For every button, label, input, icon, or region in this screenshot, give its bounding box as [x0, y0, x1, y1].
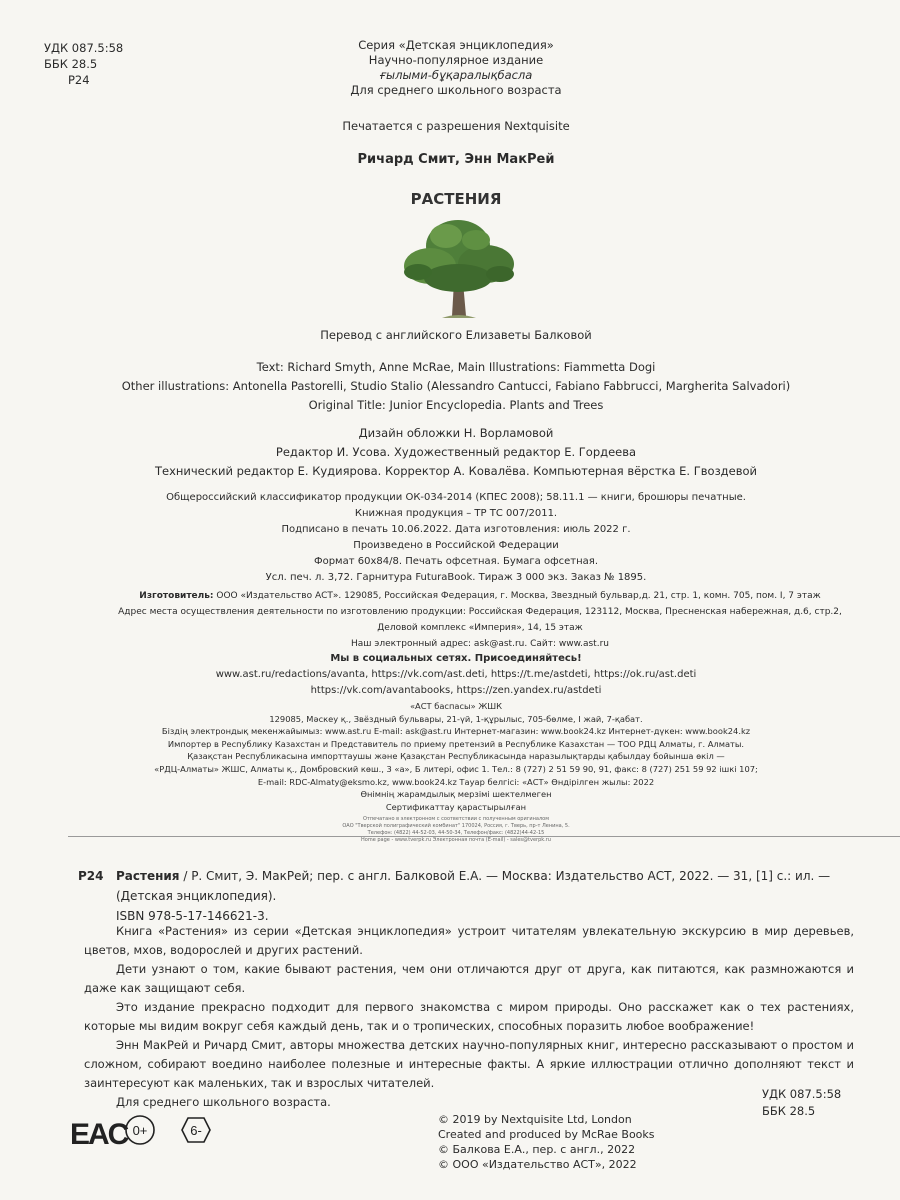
copyright-line: © Балкова Е.А., пер. с англ., 2022: [438, 1143, 636, 1156]
tiny-line: Телефон: (4822) 44-52-03, 44-50-34, Телефон/факс: (4822)44-42-15: [367, 830, 545, 836]
credit-line: Технический редактор Е. Кудиярова. Корректор А. Ковалёва. Компьютерная вёрстка Е. Гвоздевой: [154, 464, 757, 478]
annotation: [84, 922, 854, 1112]
bibliographic-record: [78, 866, 858, 926]
annotation-paragraph: Это издание прекрасно подходит для первого знакомства с миром природы. Оно расскажет как о тех растениях, которые мы видим вокруг себя каждый день, так и о тропических, способных поразить любое воображение!: [84, 1000, 854, 1033]
kz-line: Біздің электрондық мекенжайымыз: www.ast.ru E-mail: ask@ast.ru Интернет-магазин: www.book24.kz Интернет-дүкен: www.book24.kz: [161, 726, 751, 737]
maker-production-address: Адрес места осуществления деятельности по изготовлению продукции: Российская Федерация, 123112, Москва, Пресненская набережная, д.6, стр.2,: [118, 607, 842, 617]
tiny-line: ОАО "Тверской полиграфический комбинат" 170024, Россия, г. Тверь, пр-т Ленина, 5.: [342, 823, 570, 829]
kz-line: «РДЦ-Алматы» ЖШС, Алматы қ., Домбровский көш., 3 «а», Б литері, офис 1. Тел.: 8 (727) 2 51 59 90, 91, факс: 8 (727) 251 59 92 ішкі 107;: [154, 763, 758, 774]
print-line: Формат 60х84/8. Печать офсетная. Бумага офсетная.: [313, 556, 598, 567]
kz-line: Сертификаттау қарастырылған: [385, 801, 527, 812]
divider-line: [68, 836, 900, 837]
kz-line: Өнімнің жарамдылық мерзімі шектелмеген: [360, 789, 552, 800]
annotation-paragraph: Для среднего школьного возраста.: [116, 1095, 331, 1109]
credit-line: Дизайн обложки Н. Ворламовой: [358, 426, 554, 440]
bottom-classification: [762, 1086, 841, 1120]
genre-line: Научно-популярное издание: [368, 53, 544, 67]
social-block: [6, 651, 900, 699]
maker-complex: Деловой комплекс «Империя», 14, 15 этаж: [377, 623, 583, 633]
certification-marks: [70, 1110, 270, 1158]
russian-credits: [6, 424, 900, 481]
permission-line: Печатается с разрешения Nextquisite: [342, 119, 570, 133]
english-credits: [6, 358, 900, 415]
credit-line: Other illustrations: Antonella Pastorelli, Studio Stalio (Alessandro Cantucci, Fabiano Fabbrucci, Margherita Salvadori): [121, 379, 791, 393]
credit-line: Original Title: Junior Encyclopedia. Plants and Trees: [308, 398, 604, 412]
annotation-paragraph: Энн МакРей и Ричард Смит, авторы множества детских научно-популярных книг, интересно рассказывают о простом и сложном, собирают воедино наиболее полезные и интересные факты. А яркие иллюстрации отлично дополняют текст и заинтересуют как маленьких, так и взрослых читателей.: [84, 1038, 854, 1090]
classifier-line: Книжная продукция – ТР ТС 007/2011.: [354, 508, 558, 519]
kz-line: E-mail: RDC-Almaty@eksmo.kz, www.book24.kz Тауар белгісі: «АСТ» Өндірілген жылы: 2022: [257, 776, 655, 787]
biblio-title: Растения: [116, 869, 180, 883]
author-mark: Р24: [68, 73, 90, 87]
tree-illustration-icon: [396, 212, 520, 320]
eac-mark-icon: [70, 1110, 270, 1154]
genre-kz-line: ғылыми-бұқаралықбасла: [379, 68, 533, 82]
tiny-line: Отпечатано в электронном с соответствии с полученным оригиналом: [363, 816, 549, 822]
classifier-line: Общероссийский классификатор продукции ОК-034-2014 (КПЕС 2008); 58.11.1 — книги, брошюры печатные.: [166, 492, 746, 503]
credit-line: Text: Richard Smyth, Anne McRae, Main Illustrations: Fiammetta Dogi: [256, 360, 656, 374]
social-links[interactable]: https://vk.com/avantabooks, https://zen.yandex.ru/astdeti: [310, 685, 602, 696]
book-title: РАСТЕНИЯ: [410, 190, 502, 208]
series-header: [6, 38, 900, 98]
tiny-line: Home page - www.tverpk.ru Электронная почта (E-mail) - sales@tverpk.ru: [361, 837, 551, 843]
print-line: Подписано в печать 10.06.2022. Дата изготовления: июль 2022 г.: [281, 524, 631, 535]
biblio-series: (Детская энциклопедия).: [116, 889, 277, 903]
kz-line: «АСТ баспасы» ЖШК: [409, 701, 503, 711]
copyright-line: © 2019 by Nextquisite Ltd, London: [438, 1113, 632, 1126]
bbk-code: ББК 28.5: [762, 1104, 816, 1118]
udk-code: УДК 087.5:58: [762, 1087, 842, 1101]
age-rating-text: 0+: [132, 1123, 148, 1138]
udk-code: УДК 087.5:58: [44, 41, 124, 55]
eac-text: EAC: [70, 1118, 128, 1151]
social-links[interactable]: www.ast.ru/redactions/avanta, https://vk.com/ast.deti, https://t.me/astdeti, https://ok.ru/ast.deti: [215, 669, 697, 680]
copyright-line: Created and produced by McRae Books: [438, 1128, 655, 1141]
kz-line: Импортер в Республику Казахстан и Представитель по приему претензий в Республике Казахстан — ТОО РДЦ Алматы, г. Алматы.: [167, 738, 745, 749]
annotation-paragraph: Дети узнают о том, какие бывают растения, чем они отличаются друг от друга, как питаются, как размножаются и даже как защищают себя.: [84, 962, 854, 995]
authors: Ричард Смит, Энн МакРей: [357, 152, 555, 167]
classifier-block: [6, 490, 900, 522]
maker-contacts: Наш электронный адрес: ask@ast.ru. Сайт: www.ast.ru: [351, 639, 609, 649]
maker-block: [60, 588, 900, 652]
kz-line: 129085, Мәскеу қ., Звёздный бульвары, 21-үй, 1-құрылыс, 705-бөлме, I жай, 7-қабат.: [269, 713, 643, 724]
biblio-details: / Р. Смит, Э. МакРей; пер. с англ. Балковой Е.А. — Москва: Издательство АСТ, 2022. — 31, [1] с.: ил. —: [179, 869, 831, 883]
print-line: Усл. печ. л. 3,72. Гарнитура FuturaBook. Тираж 3 000 экз. Заказ № 1895.: [265, 572, 647, 583]
isbn: ISBN 978-5-17-146621-3.: [116, 909, 269, 923]
maker-label: Изготовитель:: [139, 591, 214, 601]
kz-block: [6, 700, 900, 813]
printer-tiny-print: [6, 816, 900, 844]
copyright-line: © ООО «Издательство АСТ», 2022: [438, 1158, 637, 1171]
social-heading: Мы в социальных сетях. Присоединяйтесь!: [330, 653, 582, 664]
annotation-paragraph: Книга «Растения» из серии «Детская энциклопедия» устроит читателям увлекательную экскурсию в мир деревьев, цветов, мхов, водорослей и других растений.: [84, 924, 854, 957]
print-line: Произведено в Российской Федерации: [353, 540, 559, 551]
print-info: [6, 522, 900, 586]
age-line: Для среднего школьного возраста: [350, 83, 562, 97]
age-mark-text: 6-: [190, 1123, 202, 1138]
bbk-code: ББК 28.5: [44, 57, 98, 71]
copyright-block: [438, 1112, 655, 1172]
maker-address: ООО «Издательство АСТ». 129085, Российская Федерация, г. Москва, Звездный бульвар,д. 21, стр. 1, комн. 705, пом. I, 7 этаж: [213, 591, 821, 601]
credit-line: Редактор И. Усова. Художественный редактор Е. Гордеева: [275, 445, 637, 459]
kz-line: Қазақстан Республикасына импорттаушы және Қазақстан Республикасында наразылықтарды қабылдау бойынша өкіл —: [187, 751, 725, 762]
series-line: Серия «Детская энциклопедия»: [358, 38, 554, 52]
translation-credit: Перевод с английского Елизаветы Балковой: [320, 328, 592, 342]
biblio-code: Р24: [78, 869, 104, 883]
